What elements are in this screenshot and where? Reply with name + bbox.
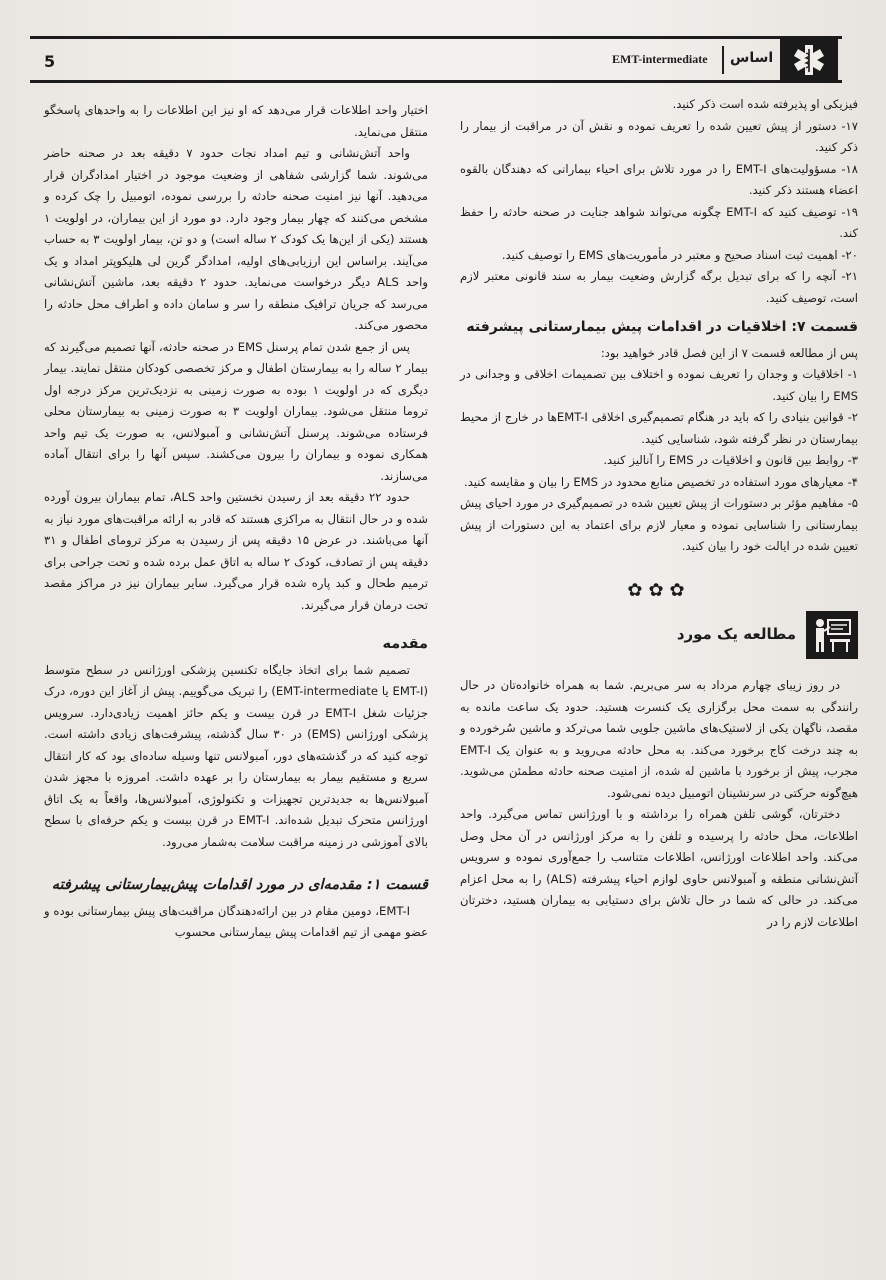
objective-item: ۱۷- دستور از پیش تعیین شده را تعریف نموده و نقش آن در مراقبت از بیمار را ذکر کنید. <box>460 118 858 154</box>
intro-paragraph: تصمیم شما برای اتخاذ جایگاه تکنسین پزشکی اورژانس در سطح متوسط (EMT-I یا EMT-intermediate) را تبریک می‌گوییم. پیش از آغاز این دوره، درک جزئیات شغل EMT-I در قرن بیست و یکم حائز اهمیت زیادی‌دارد. سرویس پزشکی اورژانس (EMS) در ۳۰ سال گذشته، پیشرفت‌های زیادی داشته است. توجه کنید که در گذشته‌های دور، آمبولانس تنها وسیله ساده‌ای بود که کار انتقال سریع و مستقیم بیمار به بیمارستان را بر عهده داشت. امروزه با مجهز شدن آمبولانس‌ها به جدیدترین تجهیزات و تکنولوژی، آمبولانس‌ها، واقعاً به یک اتاق اورژانس متحرک تبدیل شده‌اند. EMT-I در قرن بیست و یکم حرفه‌ای با سطح بالای آموزشی در زمینه مراقبت سلامت به‌شمار می‌رود. <box>44 662 428 849</box>
case-study-title: مطالعه یک مورد <box>676 625 796 644</box>
section7-intro: پس از مطالعه قسمت ۷ از این فصل قادر خواهید بود: <box>600 345 858 360</box>
header-top-rule <box>30 36 842 39</box>
objective-item: ۵- مفاهیم مؤثر بر دستورات از پیش تعیین شده در تصمیم‌گیری در مورد احیای پیش بیمارستانی را شناسایی نموده و معیار لازم برای اعتماد به این دستورات از پیش تعیین شده در ایالت خود را بیان کنید. <box>460 496 858 553</box>
header-separator <box>722 46 724 74</box>
case-paragraph: دخترتان، گوشی تلفن همراه را برداشته و با اورژانس تماس می‌گیرد. واحد اطلاعات، محل حادثه را پرسیده و تلفن را به مرکز اورژانس در آن محل وصل می‌کند. واحد اطلاعات اورژانس، اطلاعات متناسب را جمع‌آوری نموده و سرویس آتش‌نشانی منطقه و آمبولانس حاوی لوازم احیاء پیشرفته (ALS) را به محل اعزام می‌کند. در حالی که شما در حال تلاش برای دستیابی به بیماران هستید، دخترتان اطلاعات لازم را در <box>460 807 858 929</box>
objective-item: فیزیکی او پذیرفته شده است ذکر کنید. <box>672 97 858 111</box>
objective-item: ۳- روابط بین قانون و اخلاقیات در EMS را آنالیز کنید. <box>603 453 858 467</box>
objective-item: ۲- قوانین بنیادی را که باید در هنگام تصمیم‌گیری اخلاقی EMT-Iها در خارج از محیط بیمارستان در نظر گرفته شود، شناسایی کنید. <box>460 410 858 446</box>
case-study-icon <box>806 611 858 659</box>
right-column <box>460 94 858 933</box>
objective-item: ۱- اخلاقیات و وجدان را تعریف نموده و اختلاف بین تصمیمات اخلاقی و وجدانی در EMS را بیان کنید. <box>460 367 858 403</box>
objective-item: ۲۰- اهمیت ثبت اسناد صحیح و معتبر در مأموریت‌های EMS را توصیف کنید. <box>501 247 858 262</box>
body-paragraph: پس از جمع شدن تمام پرسنل EMS در صحنه حادثه، آنها تصمیم می‌گیرند که بیمار ۲ ساله را به بیمارستان اطفال و مرکز تخصصی کودکان منتقل نمایند. بیمار دیگری که در اولویت ۱ بوده به صورت زمینی به نزدیک‌ترین مرکز درجه اول تروما منتقل می‌شود. بیماران اولویت ۳ به صورت زمینی به بیمارستان محلی فرستاده می‌شوند. پرسنل آتش‌نشانی و آمبولانس، به صورت یک تیم واحد همکاری نموده و بیماران را بیرون می‌کشند. سپس آنها را برای انتقال آماده می‌سازند. <box>44 339 429 483</box>
body-paragraph: حدود ۲۲ دقیقه بعد از رسیدن نخستین واحد ALS، تمام بیماران بیرون آورده شده و در حال انتقال به مراکزی هستند که قادر به ارائه مراقبت‌های مورد نیاز به آنها می‌باشند. در عرض ۱۵ دقیقه پس از رسیدن به مرکز ترومای اطفال و ۳۱ دقیقه پس از تصادف، کودک ۲ ساله به اتاق عمل برده شده و تحت جراحی برای ترمیم طحال و کبد پاره شده قرار می‌گیرد. سایر بیماران نیز در مراکز مقصد تحت درمان قرار می‌گیرند. <box>44 490 429 612</box>
page-number: 5 <box>44 52 56 71</box>
section7-title: قسمت ۷: اخلاقیات در اقدامات پیش بیمارستانی پیشرفته <box>466 319 858 335</box>
star-of-life-icon <box>780 38 838 82</box>
header-bottom-rule <box>30 80 842 83</box>
objective-item: ۱۸- مسؤولیت‌های EMT-I را در مورد تلاش برای احیاء بیمارانی که دهندگان بالقوه اعضاء هستند ذکر کنید. <box>460 161 858 197</box>
book-title: EMT-intermediate <box>612 52 708 66</box>
section1-paragraph: EMT-I، دومین مقام در بین ارائه‌دهندگان مراقبت‌های پیش بیمارستانی بوده و عضو مهمی از تیم اقدامات پیش بیمارستانی محسوب <box>44 903 428 939</box>
body-paragraph: اختیار واحد اطلاعات قرار می‌دهد که او نیز این اطلاعات را به واحدهای پاسخگو منتقل می‌نماید. <box>44 103 428 139</box>
objective-item: ۱۹- توصیف کنید که EMT-I چگونه می‌تواند شواهد جنایت در صحنه حادثه را حفظ کند. <box>460 204 858 240</box>
case-paragraph: در روز زیبای چهارم مرداد به سر می‌بریم. شما به همراه خانواده‌تان در حال رانندگی به سمت محل برگزاری یک کنسرت هستید. حدود یک ساعت مانده به مقصد، ناگهان یکی از لاستیک‌های ماشین جلویی شما می‌ترکد و ماشین سُرخورده و به چند درخت کاج برخورد می‌کند. به محل حادثه می‌روید و به عنوان یک EMT-I مجرب، پیش از برخورد با ماشین له شده، از امنیت صحنه حادثه مطمئن می‌شوید. هیچ‌گونه حرکتی در سرنشینان اتومبیل دیده نمی‌شود. <box>460 678 858 800</box>
body-paragraph: واحد آتش‌نشانی و تیم امداد نجات حدود ۷ دقیقه بعد در صحنه حاضر می‌شوند. شما گزارشی شفاهی از وضعیت موجود در اختیار امدادگران قرار می‌دهید. آنها نیز امنیت صحنه حادثه را بررسی نموده، اتومبیل را چک کرده و مشخص می‌کنند که چهار بیمار وجود دارد. دو مورد از این بیماران، در اولویت ۱ هستند (یکی از این‌ها یک کودک ۲ ساله است) و دو تن، بیمار اولویت ۳ به حساب می‌آیند. براساس این ارزیابی‌های اولیه، امدادگر گرین لی هلیکوپتر امداد و یک واحد ALS دیگر درخواست می‌نماید. حدود ۲ دقیقه بعد، ماشین آتش‌نشانی می‌رسد که جریان ترافیک منطقه را سر و سامان داده و اطراف محل حادثه را محصور می‌کند. <box>44 146 428 332</box>
case-study-heading <box>460 611 858 659</box>
left-column <box>44 100 428 944</box>
objective-item: ۴- معیارهای مورد استفاده در تخصیص منابع محدود در EMS را بیان و مقایسه کنید. <box>464 474 858 489</box>
stars-divider: ✿✿✿ <box>627 579 691 601</box>
intro-heading: مقدمه <box>382 636 428 652</box>
objective-item: ۲۱- آنچه را که برای تبدیل برگه گزارش وضعیت بیمار به سند قانونی معتبر لازم است، توصیف کنید. <box>460 269 858 305</box>
section1-title: قسمت ۱: مقدمه‌ای در مورد اقدامات پیش‌بیمارستانی پیشرفته <box>51 877 428 893</box>
chapter-label: اساس <box>730 50 774 66</box>
